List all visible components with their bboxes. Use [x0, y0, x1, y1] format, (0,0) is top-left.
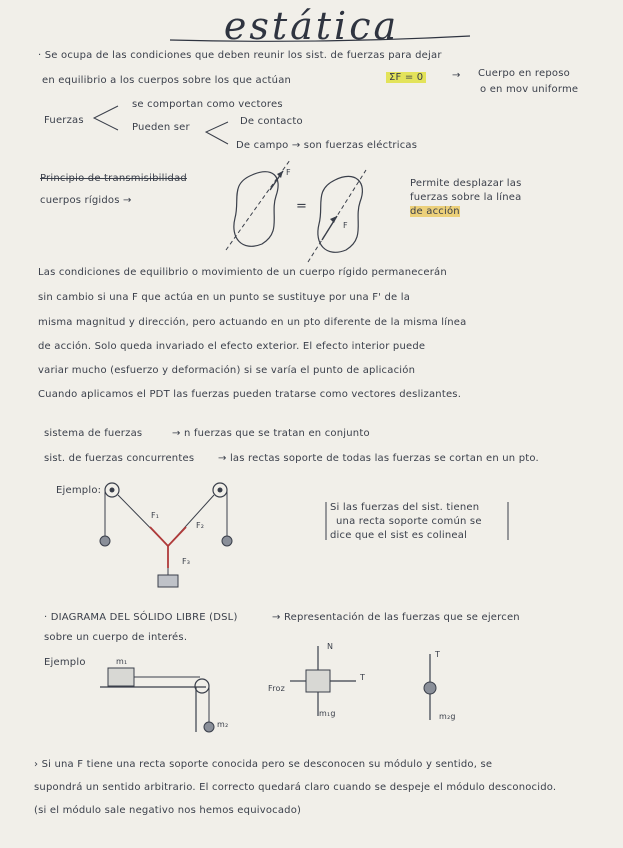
force-f2-arrow-icon — [168, 527, 186, 546]
fuerzas-option-vectores: se comportan como vectores — [132, 99, 283, 110]
rigid-body-1-icon — [234, 172, 278, 247]
dsl-ejemplo-label: Ejemplo — [44, 657, 86, 668]
transmisibilidad-note-3: de acción — [410, 206, 460, 217]
force-f1-arrow-icon — [150, 527, 168, 546]
result-reposo: Cuerpo en reposo — [478, 68, 570, 79]
dsl-pulley-icon — [195, 679, 209, 693]
sistema-fuerzas-term: sistema de fuerzas — [44, 428, 143, 439]
final-line-2: supondrá un sentido arbitrario. El correcto quedará claro cuando se despeje el módulo desconocido. — [34, 782, 557, 793]
fuerzas-contacto: De contacto — [240, 116, 303, 127]
mass-m1-label: m₁ — [116, 657, 128, 666]
ejemplo1-f1: F₁ — [151, 511, 160, 520]
intro-line-1: · Se ocupa de las condiciones que deben reunir los sist. de fuerzas para dejar — [38, 50, 442, 61]
pulley-left-hub-icon — [110, 488, 115, 493]
intro-arrow: → — [452, 70, 461, 81]
transmisibilidad-subtitle: cuerpos rígidos → — [40, 195, 132, 206]
final-line-3: (si el módulo sale negativo nos hemos equivocado) — [34, 805, 302, 816]
dsl-title: · DIAGRAMA DEL SÓLIDO LIBRE (DSL) — [44, 612, 238, 623]
normal-force-label: N — [327, 642, 334, 651]
ejemplo1-label: Ejemplo: — [56, 485, 102, 496]
hanging-mass-icon — [158, 575, 178, 587]
tension-label-1: T — [360, 673, 366, 682]
force-label-2: F — [343, 221, 348, 230]
equilibrium-formula: ΣF = 0 — [386, 72, 426, 83]
mass-m2-icon — [204, 722, 214, 732]
colineal-note-1: Si las fuerzas del sist. tienen — [330, 502, 480, 513]
paragraph-line-4: de acción. Solo queda invariado el efecto exterior. El efecto interior puede — [38, 341, 426, 352]
colineal-note-3: dice que el sist es colineal — [330, 530, 468, 541]
force-arrowhead-1-icon — [277, 171, 283, 178]
block-m1-icon — [108, 668, 134, 686]
final-line-1: › Si una F tiene una recta soporte conocida pero se desconocen su módulo y sentido, se — [34, 759, 493, 770]
mass-m2-label: m₂ — [217, 720, 229, 729]
weight-left-icon — [100, 536, 110, 546]
paragraph-line-3: misma magnitud y dirección, pero actuando en un pto diferente de la misma línea — [38, 317, 467, 328]
tension-label-2: T — [435, 650, 441, 659]
paragraph-line-2: sin cambio si una F que actúa en un punto se sustituye por una F' de la — [38, 292, 411, 303]
free-body-m1-icon — [306, 670, 330, 692]
sist-concurrentes-term: sist. de fuerzas concurrentes — [44, 453, 195, 464]
paragraph-line-6: Cuando aplicamos el PDT las fuerzas pueden tratarse como vectores deslizantes. — [38, 389, 462, 400]
pueden-ser-brace-icon — [206, 122, 228, 144]
equals-sign: = — [296, 199, 308, 214]
weight-right-icon — [222, 536, 232, 546]
fuerzas-campo: De campo → son fuerzas eléctricas — [236, 140, 418, 151]
dsl-definition: → Representación de las fuerzas que se ejercen — [272, 612, 520, 623]
force-label-1: F — [286, 168, 291, 177]
page-title: estática — [223, 4, 400, 48]
ejemplo1-f3: F₃ — [182, 557, 191, 566]
sist-concurrentes-def: → las rectas soporte de todas las fuerzas se cortan en un pto. — [218, 453, 539, 464]
rigid-body-2-icon — [318, 176, 363, 252]
sistema-fuerzas-def: → n fuerzas que se tratan en conjunto — [172, 428, 370, 439]
weight-m2g-label: m₂g — [439, 712, 456, 721]
fuerzas-label: Fuerzas — [44, 115, 84, 126]
title-underline — [170, 36, 470, 41]
friction-label: Froz — [268, 684, 286, 693]
free-body-m2-icon — [424, 682, 436, 694]
transmisibilidad-note-1: Permite desplazar las — [410, 178, 522, 189]
colineal-note-2: una recta soporte común se — [336, 516, 482, 527]
pulley-right-hub-icon — [218, 488, 223, 493]
intro-line-2: en equilibrio a los cuerpos sobre los que actúan — [42, 75, 292, 86]
fuerzas-option-pueden-ser: Pueden ser — [132, 122, 190, 133]
transmisibilidad-title: Principio de transmisibilidad — [40, 173, 187, 184]
fuerzas-brace-icon — [94, 106, 118, 130]
ejemplo1-f2: F₂ — [196, 521, 205, 530]
paragraph-line-5: variar mucho (esfuerzo y deformación) si se varía el punto de aplicación — [38, 365, 416, 376]
dsl-definition-2: sobre un cuerpo de interés. — [44, 632, 188, 643]
force-arrowhead-2-icon — [330, 216, 337, 223]
result-mov-uniforme: o en mov uniforme — [480, 84, 579, 95]
weight-m1g-label: m₁g — [319, 709, 336, 718]
transmisibilidad-note-2: fuerzas sobre la línea — [410, 192, 522, 203]
paragraph-line-1: Las condiciones de equilibrio o movimiento de un cuerpo rígido permanecerán — [38, 267, 447, 278]
